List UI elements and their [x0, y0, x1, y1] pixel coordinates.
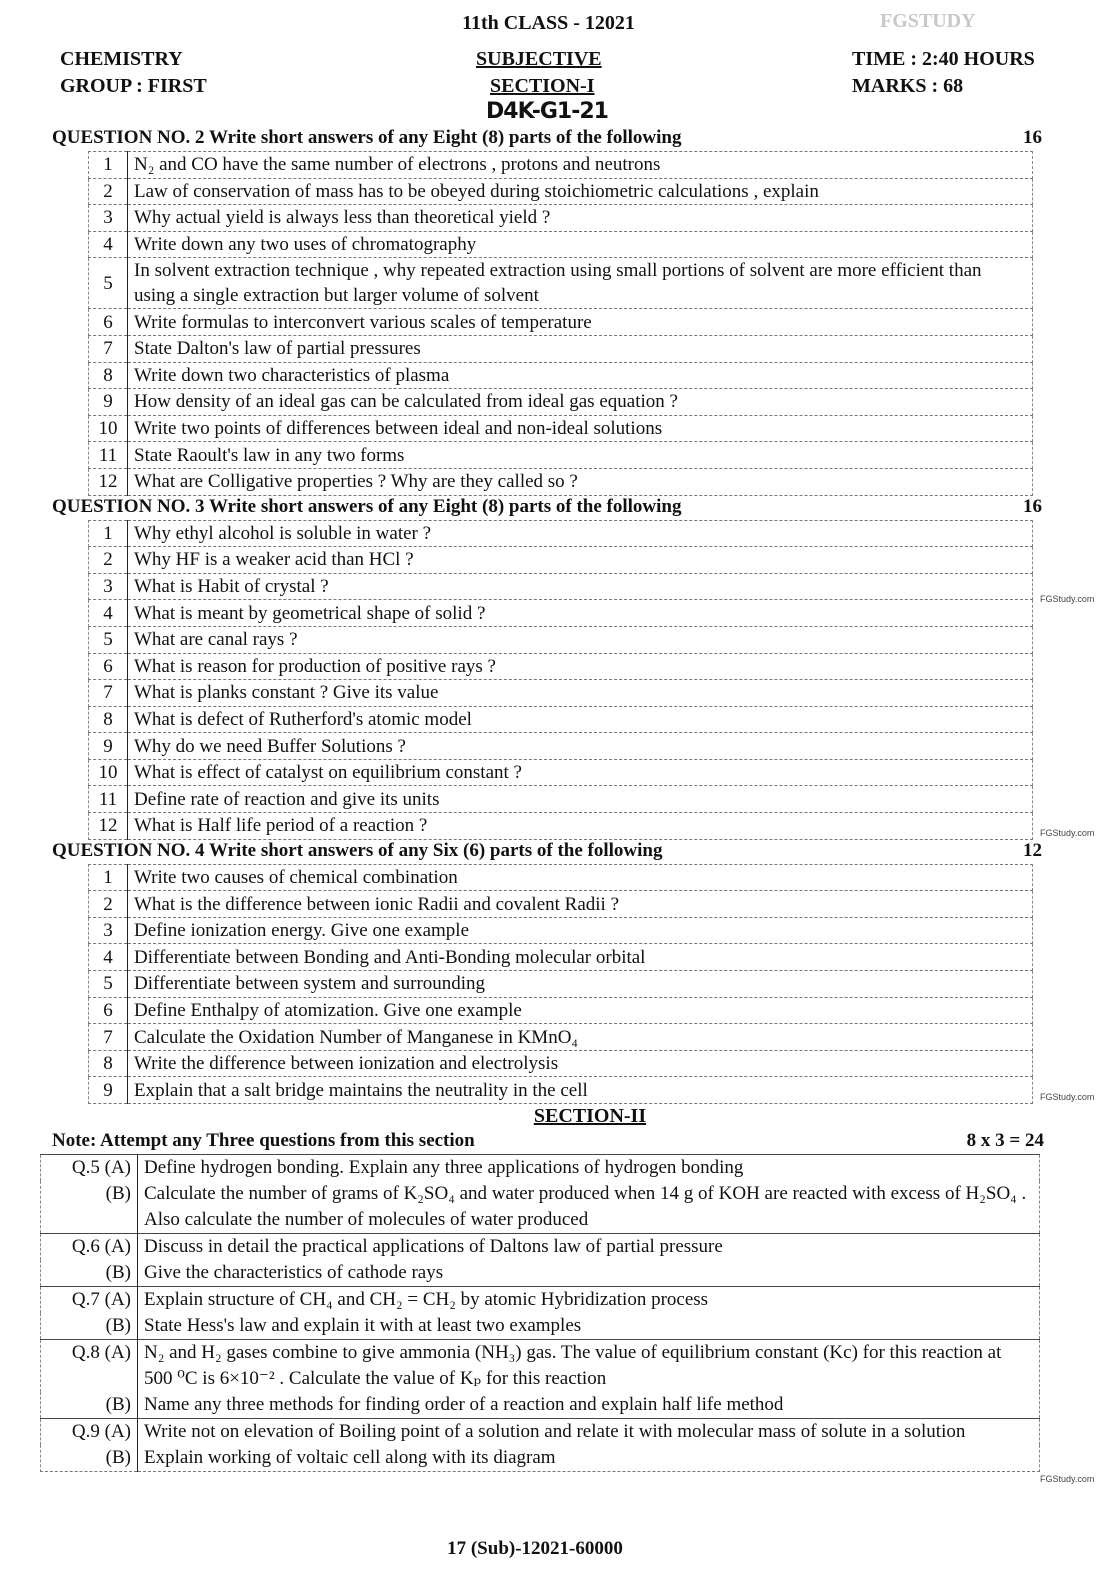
question-text: Give the characteristics of cathode rays [138, 1260, 1040, 1287]
handwritten-code: D4K-G1-21 [486, 99, 608, 124]
question-label: (B) [41, 1181, 138, 1234]
watermark: FGStudy.com [1040, 828, 1095, 838]
part-number: 6 [89, 997, 128, 1024]
paper-body [0, 127, 1097, 1472]
section-2-note [52, 1130, 1044, 1154]
long-question-part [41, 1392, 1040, 1419]
watermark: FGStudy.com [1040, 594, 1095, 604]
question-label: (B) [41, 1445, 138, 1472]
part-text: What is defect of Rutherford's atomic model [128, 706, 1033, 733]
question-part [89, 258, 1033, 309]
part-number: 11 [89, 442, 128, 469]
question-text: Define hydrogen bonding. Explain any three applications of hydrogen bonding [138, 1155, 1040, 1182]
part-text: Calculate the Oxidation Number of Manganese in KMnO₄ [128, 1024, 1033, 1051]
long-question-part [41, 1181, 1040, 1234]
question-text: N₂ and H₂ gases combine to give ammonia (NH₃) gas. The value of equilibrium constant (Kc) for this reaction at 500 ⁰C is 6×10⁻² . Calculate the value of Kₚ for this reaction [138, 1340, 1040, 1393]
part-number: 2 [89, 891, 128, 918]
part-number: 3 [89, 205, 128, 232]
part-number: 3 [89, 917, 128, 944]
question-text: Explain working of voltaic cell along with its diagram [138, 1445, 1040, 1472]
part-text: What are Colligative properties ? Why are they called so ? [128, 468, 1033, 495]
question-label: (B) [41, 1313, 138, 1340]
long-question-part [41, 1287, 1040, 1314]
part-number: 12 [89, 813, 128, 840]
part-text: Define rate of reaction and give its units [128, 786, 1033, 813]
part-text: What is Habit of crystal ? [128, 573, 1033, 600]
part-text: Why actual yield is always less than theoretical yield ? [128, 205, 1033, 232]
question-text: Calculate the number of grams of K₂SO₄ and water produced when 14 g of KOH are reacted with excess of H₂SO₄ . Also calculate the number of molecules of water produced [138, 1181, 1040, 1234]
section-2-marks: 8 x 3 = 24 [966, 1130, 1044, 1151]
part-text: What is effect of catalyst on equilibrium constant ? [128, 759, 1033, 786]
part-text: Explain that a salt bridge maintains the neutrality in the cell [128, 1077, 1033, 1104]
question-part [89, 626, 1033, 653]
part-number: 12 [89, 468, 128, 495]
part-number: 9 [89, 1077, 128, 1104]
part-text: N₂ and CO have the same number of electrons , protons and neutrons [128, 152, 1033, 179]
watermark-logo: FGSTUDY [880, 10, 976, 32]
question-part [89, 864, 1033, 891]
question-part [89, 680, 1033, 707]
part-number: 1 [89, 520, 128, 547]
part-text: Why HF is a weaker acid than HCl ? [128, 547, 1033, 574]
part-text: Why ethyl alcohol is soluble in water ? [128, 520, 1033, 547]
watermark: FGStudy.com [1040, 1092, 1095, 1102]
part-text: State Raoult's law in any two forms [128, 442, 1033, 469]
part-number: 1 [89, 864, 128, 891]
part-number: 10 [89, 759, 128, 786]
part-number: 1 [89, 152, 128, 179]
question-3-heading [52, 496, 1042, 520]
question-label: (B) [41, 1392, 138, 1419]
part-text: Why do we need Buffer Solutions ? [128, 733, 1033, 760]
part-text: State Dalton's law of partial pressures [128, 335, 1033, 362]
question-3-title: QUESTION NO. 3 Write short answers of any Eight (8) parts of the following [52, 495, 682, 517]
question-4-marks: 12 [1023, 839, 1042, 861]
part-text: What is reason for production of positive rays ? [128, 653, 1033, 680]
question-label: Q.9 (A) [41, 1419, 138, 1446]
question-part [89, 1050, 1033, 1077]
question-part [89, 547, 1033, 574]
subject: CHEMISTRY [60, 48, 183, 70]
question-part [89, 971, 1033, 998]
long-question-part [41, 1445, 1040, 1472]
section-2-questions [40, 1154, 1040, 1472]
watermark: FGStudy.com [1040, 1474, 1095, 1484]
time: TIME : 2:40 HOURS [852, 48, 1035, 70]
part-number: 2 [89, 178, 128, 205]
question-part [89, 309, 1033, 336]
part-number: 8 [89, 1050, 128, 1077]
question-part [89, 389, 1033, 416]
question-4-heading [52, 840, 1042, 864]
footer-code: 17 (Sub)-12021-60000 [447, 1538, 623, 1559]
section-2-title: SECTION-II [533, 1105, 647, 1127]
question-4-title: QUESTION NO. 4 Write short answers of any Six (6) parts of the following [52, 839, 663, 861]
question-4-parts [88, 864, 1033, 1104]
part-text: Define Enthalpy of atomization. Give one example [128, 997, 1033, 1024]
part-text: What is meant by geometrical shape of solid ? [128, 600, 1033, 627]
question-part [89, 205, 1033, 232]
question-text: Write not on elevation of Boiling point of a solution and relate it with molecular mass of solute in a solution [138, 1419, 1040, 1446]
question-2-heading [52, 127, 1042, 151]
question-2-title: QUESTION NO. 2 Write short answers of any Eight (8) parts of the following [52, 127, 682, 148]
question-text: Explain structure of CH₄ and CH₂ = CH₂ by atomic Hybridization process [138, 1287, 1040, 1314]
question-part [89, 573, 1033, 600]
question-part [89, 733, 1033, 760]
long-question-part [41, 1340, 1040, 1393]
long-question-part [41, 1419, 1040, 1446]
group: GROUP : FIRST [60, 75, 207, 97]
part-text: How density of an ideal gas can be calculated from ideal gas equation ? [128, 389, 1033, 416]
question-3-marks: 16 [1023, 495, 1042, 517]
question-label: Q.5 (A) [41, 1155, 138, 1182]
part-text: What is planks constant ? Give its value [128, 680, 1033, 707]
question-part [89, 1024, 1033, 1051]
part-number: 6 [89, 309, 128, 336]
question-text: Name any three methods for finding order of a reaction and explain half life method [138, 1392, 1040, 1419]
question-3-parts [88, 520, 1033, 840]
part-number: 7 [89, 1024, 128, 1051]
question-part [89, 442, 1033, 469]
marks: MARKS : 68 [852, 75, 964, 97]
question-part [89, 231, 1033, 258]
question-part [89, 706, 1033, 733]
paper-type: SUBJECTIVE [476, 48, 602, 70]
question-part [89, 1077, 1033, 1104]
part-text: Write down two characteristics of plasma [128, 362, 1033, 389]
question-part [89, 600, 1033, 627]
question-part [89, 944, 1033, 971]
part-number: 8 [89, 362, 128, 389]
question-part [89, 653, 1033, 680]
question-part [89, 468, 1033, 495]
long-question-part [41, 1155, 1040, 1182]
question-part [89, 759, 1033, 786]
question-part [89, 813, 1033, 840]
question-part [89, 152, 1033, 179]
part-number: 9 [89, 389, 128, 416]
question-part [89, 335, 1033, 362]
part-number: 4 [89, 944, 128, 971]
section-title: SECTION-I [490, 75, 595, 97]
long-question-part [41, 1234, 1040, 1261]
part-number: 5 [89, 626, 128, 653]
part-number: 4 [89, 600, 128, 627]
part-text: Write down any two uses of chromatography [128, 231, 1033, 258]
question-2-parts [88, 151, 1033, 496]
part-number: 6 [89, 653, 128, 680]
part-number: 8 [89, 706, 128, 733]
question-part [89, 178, 1033, 205]
part-number: 10 [89, 415, 128, 442]
part-text: What is Half life period of a reaction ? [128, 813, 1033, 840]
class-title: 11th CLASS - 12021 [462, 12, 635, 34]
part-number: 2 [89, 547, 128, 574]
part-text: Write two causes of chemical combination [128, 864, 1033, 891]
part-number: 5 [89, 258, 128, 309]
section-2-note-text: Note: Attempt any Three questions from this section [52, 1130, 475, 1151]
part-text: What is the difference between ionic Radii and covalent Radii ? [128, 891, 1033, 918]
part-number: 11 [89, 786, 128, 813]
question-label: Q.8 (A) [41, 1340, 138, 1393]
question-part [89, 786, 1033, 813]
part-text: Define ionization energy. Give one example [128, 917, 1033, 944]
part-number: 3 [89, 573, 128, 600]
question-part [89, 917, 1033, 944]
part-text: Differentiate between system and surrounding [128, 971, 1033, 998]
question-part [89, 891, 1033, 918]
question-label: Q.6 (A) [41, 1234, 138, 1261]
question-part [89, 997, 1033, 1024]
long-question-part [41, 1313, 1040, 1340]
question-text: Discuss in detail the practical applications of Daltons law of partial pressure [138, 1234, 1040, 1261]
question-label: Q.7 (A) [41, 1287, 138, 1314]
part-number: 5 [89, 971, 128, 998]
part-text: Write the difference between ionization and electrolysis [128, 1050, 1033, 1077]
part-number: 4 [89, 231, 128, 258]
part-text: What are canal rays ? [128, 626, 1033, 653]
part-text: Differentiate between Bonding and Anti-Bonding molecular orbital [128, 944, 1033, 971]
part-number: 7 [89, 680, 128, 707]
question-part [89, 415, 1033, 442]
question-text: State Hess's law and explain it with at least two examples [138, 1313, 1040, 1340]
question-2-marks: 16 [1023, 127, 1042, 148]
part-number: 7 [89, 335, 128, 362]
part-text: Write formulas to interconvert various scales of temperature [128, 309, 1033, 336]
question-part [89, 520, 1033, 547]
part-text: Law of conservation of mass has to be obeyed during stoichiometric calculations , explain [128, 178, 1033, 205]
long-question-part [41, 1260, 1040, 1287]
part-number: 9 [89, 733, 128, 760]
part-text: In solvent extraction technique , why repeated extraction using small portions of solvent are more efficient than using a single extraction but larger volume of solvent [128, 258, 1033, 309]
question-part [89, 362, 1033, 389]
part-text: Write two points of differences between ideal and non-ideal solutions [128, 415, 1033, 442]
question-label: (B) [41, 1260, 138, 1287]
